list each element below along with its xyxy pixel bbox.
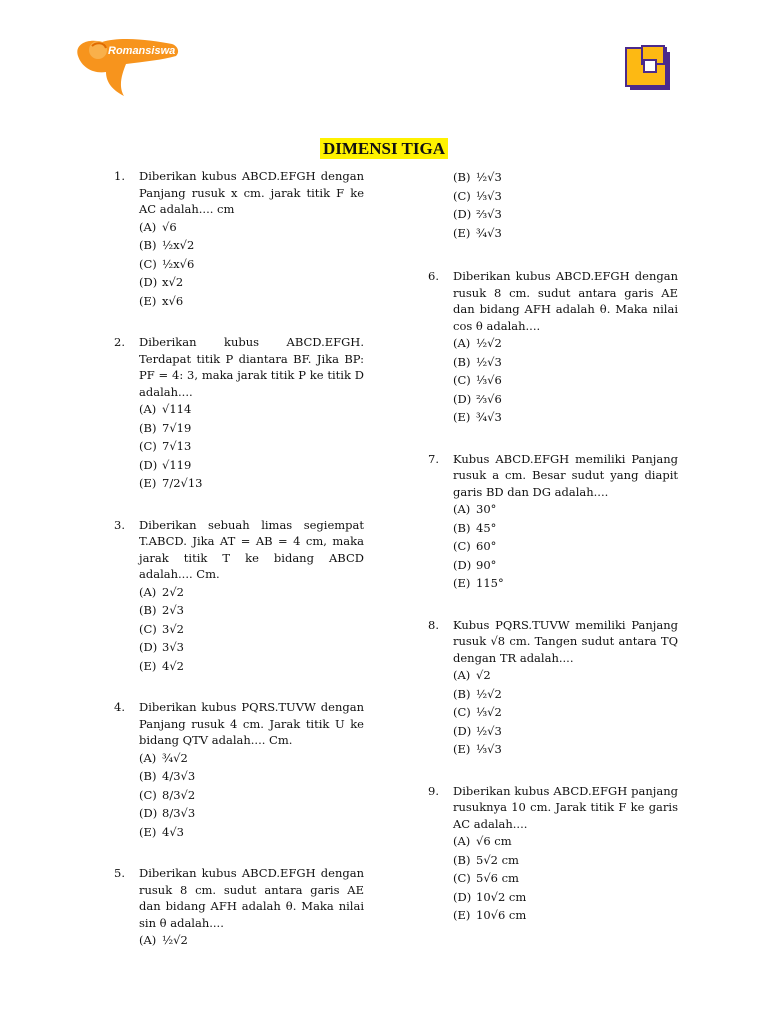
question-text: Diberikan sebuah limas segiempat T.ABCD. Jika AT = AB = 4 cm, maka jarak titik T ke bidang ABCD adalah.... Cm. [139,517,364,581]
option-c: (C) ⅓√3 [453,188,502,203]
question-4 [114,699,364,841]
question-2 [114,334,364,493]
option-a: (A) ¾√2 [139,750,188,765]
option-e: (E) x√6 [139,293,184,308]
option-b: (B) 5√2 cm [453,852,519,867]
option-d: (D) 8/3√3 [139,806,196,820]
option-a: (A) √114 [139,402,192,416]
option-e: (E) ⅓√3 [453,742,502,756]
question-9 [428,783,678,925]
option-d: (D) 3√3 [139,640,184,654]
question-text: Diberikan kubus ABCD.EFGH dengan Panjang rusuk x cm. jarak titik F ke AC adalah.... cm [139,169,364,216]
option-b: (B) ½√3 [453,354,502,369]
question-1 [114,168,364,310]
option-c: (C) ⅓√6 [453,373,502,387]
option-c: (C) 5√6 cm [453,871,519,885]
question-number: 9. [428,783,439,798]
option-b: (B) ½√2 [453,686,502,701]
question-3 [114,517,364,676]
option-a: (A) √6 [139,219,177,234]
option-b: (B) 4/3√3 [139,769,196,783]
page-title [0,139,768,159]
question-number: 6. [428,269,439,283]
question-text: Diberikan kubus ABCD.EFGH panjang rusuknya 10 cm. Jarak titik F ke garis AC adalah.... [453,783,678,831]
romansiswa-logo [72,34,184,98]
right-column [428,168,678,949]
title-text: DIMENSI TIGA [320,138,448,159]
question-number: 2. [114,335,125,349]
option-d: (D) 10√2 cm [453,889,527,904]
left-column [114,168,364,974]
question-text: Kubus ABCD.EFGH memiliki Panjang rusuk a cm. Besar sudut yang diapit garis BD dan DG adalah.... [453,451,678,499]
question-number: 4. [114,700,125,714]
option-e: (E) 4√3 [139,824,184,839]
option-b: (B) ½√3 [453,170,502,184]
option-e: (E) 7/2√13 [139,476,203,490]
option-a: (A) ½√2 [139,933,188,947]
option-b: (B) ½x√2 [139,238,195,252]
option-d: (D) 90° [453,557,497,572]
option-a: (A) 2√2 [139,584,184,599]
option-d: (D) ½√3 [453,723,502,738]
option-b: (B) 2√3 [139,603,184,617]
option-a: (A) √2 [453,668,491,682]
question-text: Diberikan kubus ABCD.EFGH dengan rusuk 8 cm. sudut antara garis AE dan bidang AFH adalah θ. Maka nilai sin θ adalah.... [139,866,364,930]
question-text: Kubus PQRS.TUVW memiliki Panjang rusuk √8 cm. Tangen sudut antara TQ dengan TR adalah.... [453,617,678,665]
logo-lettering: Romansiswa [108,45,176,57]
question-number: 5. [114,866,125,880]
question-text: Diberikan kubus ABCD.EFGH. Terdapat titik P diantara BF. Jika BP: PF = 4: 3, maka jarak titik P ke titik D adalah.... [139,335,364,399]
option-c: (C) 8/3√2 [139,787,196,802]
question-5-continued [453,168,678,242]
question-7 [428,451,678,593]
option-b: (B) 45° [453,520,497,535]
option-e: (E) ¾√3 [453,225,502,240]
option-c: (C) ⅓√2 [453,705,502,719]
option-e: (E) 115° [453,576,504,590]
option-a: (A) 30° [453,502,497,516]
option-b: (B) 7√19 [139,420,192,435]
question-6 [428,268,678,427]
option-c: (C) 3√2 [139,621,184,636]
option-a: (A) √6 cm [453,834,512,848]
option-d: (D) ⅔√3 [453,207,502,221]
question-number: 8. [428,617,439,632]
question-number: 7. [428,451,439,466]
question-number: 3. [114,517,125,532]
question-8 [428,617,678,759]
option-e: (E) 10√6 cm [453,908,527,922]
question-text: Diberikan kubus ABCD.EFGH dengan rusuk 8 cm. sudut antara garis AE dan bidang AFH adalah θ. Maka nilai cos θ adalah.... [453,269,678,333]
option-d: (D) √119 [139,457,192,472]
option-e: (E) ¾√3 [453,410,502,424]
option-a: (A) ½√2 [453,336,502,350]
option-c: (C) 60° [453,539,497,553]
question-text: Diberikan kubus PQRS.TUVW dengan Panjang rusuk 4 cm. Jarak titik U ke bidang QTV adalah.... Cm. [139,700,364,747]
option-c: (C) ½x√6 [139,256,195,271]
option-d: (D) x√2 [139,275,184,289]
question-number: 1. [114,169,125,183]
option-c: (C) 7√13 [139,439,192,453]
brand-mark-icon [624,44,674,92]
question-5 [114,865,364,950]
option-d: (D) ⅔√6 [453,391,502,406]
option-e: (E) 4√2 [139,658,184,673]
